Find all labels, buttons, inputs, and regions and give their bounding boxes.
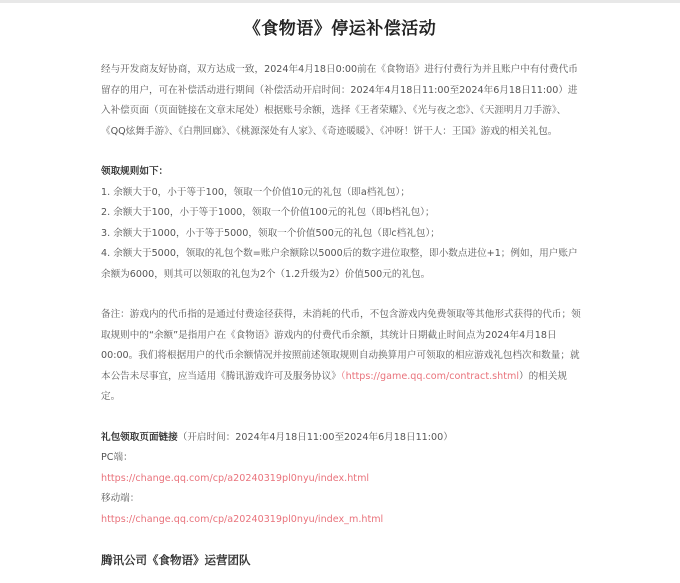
mobile-label: 移动端： [101, 493, 140, 504]
links-time: （开启时间：2024年4月18日11:00至2024年6月18日11:00） [177, 431, 453, 443]
rules-heading: 领取规则如下： [101, 166, 169, 177]
links-heading-row [101, 428, 581, 449]
note-text: 备注：游戏内的代币指的是通过付费途径获得，未消耗的代币，不包含游戏内免费领取等其他形式获得的代币；领取规则中的“余额”是指用户在《食物语》游戏内的付费代币余额，其统计日期截止时间点为2024年4月18日00:00。我们将根据用户的代币余额情况并按照前述领取规则自动换算用户可领取的相应游戏礼包档次和数量；就本公告未尽事宜，应当适用《腾讯游戏许可及服务协议》 [101, 309, 581, 382]
note-tail: ）的相关规定。 [101, 370, 567, 402]
rule-item: 1. 余额大于0，小于等于100，领取一个价值10元的礼包（即a档礼包）； [101, 186, 410, 198]
pc-label: PC端： [101, 452, 133, 463]
links-heading: 礼包领取页面链接 [101, 431, 178, 443]
rule-item: 4. 余额大于5000，领取的礼包个数=账户余额除以5000后的数字进位取整，即小数点进位+1；例如，用户账户余额为6000，则其可以领取的礼包为2个（1.2升级为2）价值500元的礼包。 [101, 248, 578, 280]
note-paragraph [101, 305, 581, 408]
signature: 腾讯公司《食物语》运营团队 [101, 553, 251, 567]
page-title: 《食物语》停运补偿活动 [243, 19, 437, 39]
rule-item: 2. 余额大于100，小于等于1000，领取一个价值100元的礼包（即b档礼包）； [101, 207, 435, 218]
article-body [101, 60, 581, 530]
contract-link[interactable]: （https://game.qq.com/contract.shtml [340, 370, 519, 382]
top-border [0, 0, 680, 3]
intro-paragraph: 经与开发商友好协商，双方达成一致，2024年4月18日0:00前在《食物语》进行付费行为并且账户中有付费代币留存的用户，可在补偿活动进行期间（补偿活动开启时间：2024年4月18日11:00至2024年6月18日11:00）进入补偿页面（页面链接在文章末尾处）根据账号余额，选择《王者荣耀》、《光与夜之恋》、《天涯明月刀手游》、《QQ炫舞手游》、《白荆回廊》、《桃源深处有人家》、《奇迹暖暖》、《冲呀！饼干人：王国》游戏的相关礼包。 [101, 64, 578, 137]
rule-item: 3. 余额大于1000，小于等于5000，领取一个价值500元的礼包（即c档礼包）； [101, 227, 440, 239]
pc-link[interactable]: https://change.qq.com/cp/a20240319pl0nyu/index.html [101, 472, 370, 484]
mobile-link[interactable]: https://change.qq.com/cp/a20240319pl0nyu/index_m.html [101, 513, 384, 525]
